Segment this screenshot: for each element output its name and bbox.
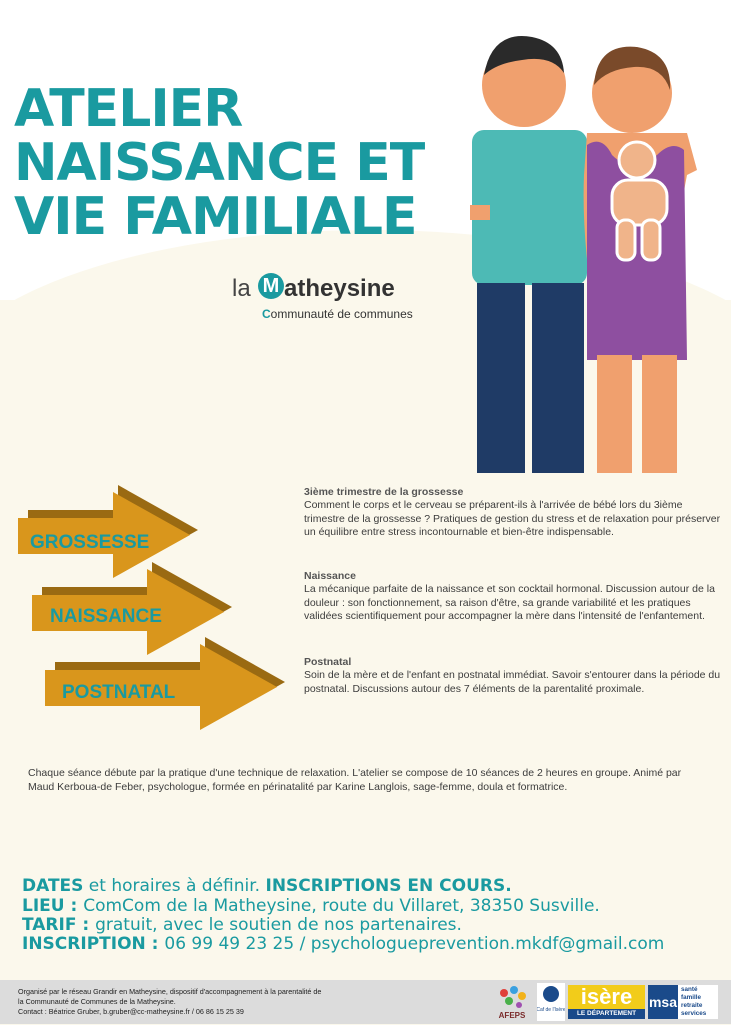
msa-logo <box>648 985 718 1019</box>
section-grossesse <box>304 486 724 540</box>
footer-line-1: Organisé par le réseau Grandir en Matheysine, dispositif d'accompagnement à la parentalité de <box>18 987 322 996</box>
section-naissance <box>304 570 724 624</box>
father-figure <box>470 36 587 473</box>
section-text: La mécanique parfaite de la naissance et son cocktail hormonal. Discussion autour de la douleur : son fonctionnement, sa raison d'être, sa grande variabilité et les pratiques validées scientifiquement pour accompagner la mère dans l'intensité de l'enfantement. <box>304 583 715 623</box>
info-dates <box>22 876 722 896</box>
title-line-2: NAISSANCE ET <box>14 133 425 193</box>
info-inscription <box>22 934 722 954</box>
intro-paragraph: Chaque séance débute par la pratique d'une technique de relaxation. L'atelier se compose de 10 séances de 2 heures en groupe. Animé par Maud Kerboua-de Feber, psychologue, formée en périnatalité par Karine Langlois, sage-femme, doula et formatrice. <box>28 767 682 793</box>
afeps-text: AFEPS <box>498 1011 526 1020</box>
section-heading: Naissance <box>304 570 356 582</box>
lieu-label: LIEU : <box>22 896 84 916</box>
caf-logo <box>537 983 565 1021</box>
dates-label: DATES <box>22 876 84 896</box>
afeps-logo <box>494 983 530 1021</box>
tarif-text: gratuit, avec le soutien de nos partenaires. <box>95 915 462 935</box>
title-line-1: ATELIER <box>14 79 243 139</box>
footer-text <box>18 987 458 1017</box>
isere-text: isère <box>580 984 633 1009</box>
inscription-contact[interactable]: 06 99 49 23 25 / psychologueprevention.mkdf@gmail.com <box>164 934 665 954</box>
logo-subtitle <box>262 307 413 321</box>
msa-item: retraite <box>681 1002 703 1009</box>
mother-figure <box>584 47 697 473</box>
matheysine-logo <box>232 275 447 325</box>
logo-subtitle-rest: ommunauté de communes <box>270 307 413 321</box>
msa-mark: msa <box>648 985 678 1019</box>
logo-name: atheysine <box>284 275 395 302</box>
section-text: Comment le corps et le cerveau se préparent-ils à l'arrivée de bébé lors du 3ième trimestre de la grossesse ? Pratiques de gestion du stress et de relaxation pour préserver un équilibre entre stress incontournable et bien-être indispensable. <box>304 499 721 539</box>
logo-m-badge: M <box>258 273 284 299</box>
dates-strong: INSCRIPTIONS EN COURS. <box>265 876 512 896</box>
msa-list <box>681 986 706 1018</box>
lieu-text: ComCom de la Matheysine, route du Villaret, 38350 Susville. <box>83 896 600 916</box>
msa-item: santé <box>681 986 698 993</box>
arrow-label-naissance: NAISSANCE <box>50 606 162 627</box>
inscription-label: INSCRIPTION : <box>22 934 165 954</box>
title-line-3: VIE FAMILIALE <box>14 187 417 247</box>
isere-subtitle: LE DÉPARTEMENT <box>568 1009 645 1019</box>
msa-item: famille <box>681 994 701 1001</box>
arrow-label-postnatal: POSTNATAL <box>62 682 176 703</box>
logo-subtitle-c: C <box>262 307 271 321</box>
info-lieu <box>22 896 722 916</box>
isere-logo <box>568 985 645 1019</box>
section-heading: 3ième trimestre de la grossesse <box>304 486 464 498</box>
section-postnatal <box>304 656 724 696</box>
poster-title <box>14 79 425 247</box>
dates-text: et horaires à définir. <box>83 876 266 896</box>
info-tarif <box>22 915 722 935</box>
logo-la: la <box>232 275 251 302</box>
caf-text: Caf de l'Isère <box>537 1007 565 1013</box>
arrow-label-grossesse: GROSSESSE <box>30 532 150 553</box>
tarif-label: TARIF : <box>22 915 96 935</box>
section-text: Soin de la mère et de l'enfant en postnatal immédiat. Savoir s'entourer dans la période du postnatal. Discussions autour des 7 éléments de la parentalité proximale. <box>304 669 721 695</box>
family-illustration <box>462 25 717 480</box>
footer-line-3: Contact : Béatrice Gruber, b.gruber@cc-matheysine.fr / 06 86 15 25 39 <box>18 1007 244 1016</box>
footer-line-2: la Communauté de Communes de la Matheysine. <box>18 997 176 1006</box>
msa-item: services <box>681 1010 707 1017</box>
section-heading: Postnatal <box>304 656 352 668</box>
